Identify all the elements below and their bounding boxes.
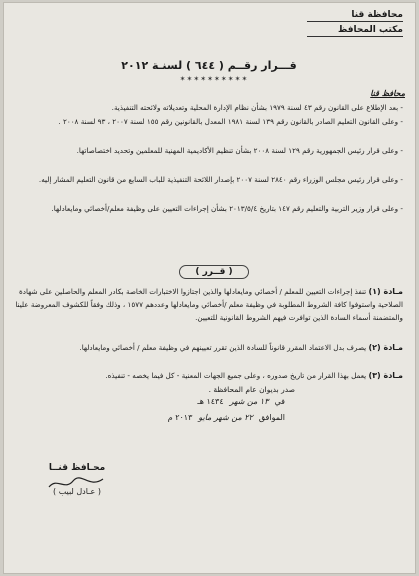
letterhead	[307, 9, 403, 39]
date-gregorian: الموافق ٢٢ من شهر مايو ٢٠١٣ م	[167, 413, 285, 422]
governorate-label: محافظة قنا	[307, 9, 403, 22]
issuer-heading: محافظ قنا	[370, 89, 405, 98]
preamble-item: - وعلى قرار رئيس الجمهورية رقم ١٢٩ لسنة ٢٠٠٨ بشأن تنظيم الأكاديمية المهنية للمعلمين وتحديد اختصاصاتها.	[76, 146, 403, 155]
decides-heading: ( قــرر )	[179, 265, 249, 279]
article-1: مـادة (١) تنفذ إجراءات التعيين للمعلم / أخصائي ومايعادلها والذين اجتازوا الاختبارات الخاصة بكادر المعلم والحاصلين على شهادة الصلاحية واستوفوا كافة الشروط المطلوبة في وظيفة معلم /أخصائي ومايعادلها وعددهم ١٥٧٧ ، وذلك وفقاً للكشوف المعروضة علينا والمتضمنة أسماء السادة الذين توافرت فيهم الشروط القانونية للتعيين.	[15, 287, 403, 322]
preamble-item: - وعلى القانون التعليم الصادر بالقانون رقم ١٣٩ لسنة ١٩٨١ المعدل بالقانونين رقم ١٥٥ لسنة ٢٠٠٧ ، ٩٣ لسنة ٢٠٠٨ .	[58, 117, 403, 126]
issued-place: صدر بديوان عام المحافظة .	[208, 385, 295, 394]
date-hijri: في ١٣ من شهر ١٤٣٤ هـ	[197, 397, 285, 406]
signatory-name: ( عـادل لبيب )	[53, 487, 101, 496]
signatory-title: محـافظ قنــا	[48, 463, 106, 473]
office-label: مكتب المحافظ	[307, 24, 403, 37]
decision-title: قـــرار رقــم ( ٦٤٤ ) لسنـة ٢٠١٢	[121, 59, 297, 72]
preamble-item: - بعد الإطلاع على القانون رقم ٤٣ لسنة ١٩٧٩ بشأن نظام الإدارة المحلية وتعديلاته ولائحته التنفيذية.	[111, 103, 403, 112]
document-sheet	[3, 2, 416, 574]
article-2: مـادة (٢) يصرف بدل الاعتماد المقرر قانوناً للسادة الذين تقرر تعيينهم في وظيفة معلم / أخصائي ومايعادلها.	[79, 343, 403, 352]
decorative-stars: ✶✶✶✶✶✶✶✶✶✶	[179, 75, 249, 83]
signature-scribble	[47, 475, 107, 493]
article-3: مـادة (٣) يعمل بهذا القرار من تاريخ صدوره ، وعلى جميع الجهات المعنية - كل فيما يخصه - تنفيذه.	[105, 371, 403, 380]
preamble-item: - وعلى قرار رئيس مجلس الوزراء رقم ٢٨٤٠ لسنة ٢٠٠٧ بإصدار اللائحة التنفيذية للباب السابع من قانون التعليم المشار إليه.	[38, 175, 403, 184]
preamble-item: - وعلى قرار وزير التربية والتعليم رقم ١٤٧ بتاريخ ٢٠١٣/٥/٤ بشأن إجراءات التعيين على وظيفة معلم/أخصائي ومايعادلها.	[51, 204, 403, 213]
signature-block	[22, 463, 132, 496]
